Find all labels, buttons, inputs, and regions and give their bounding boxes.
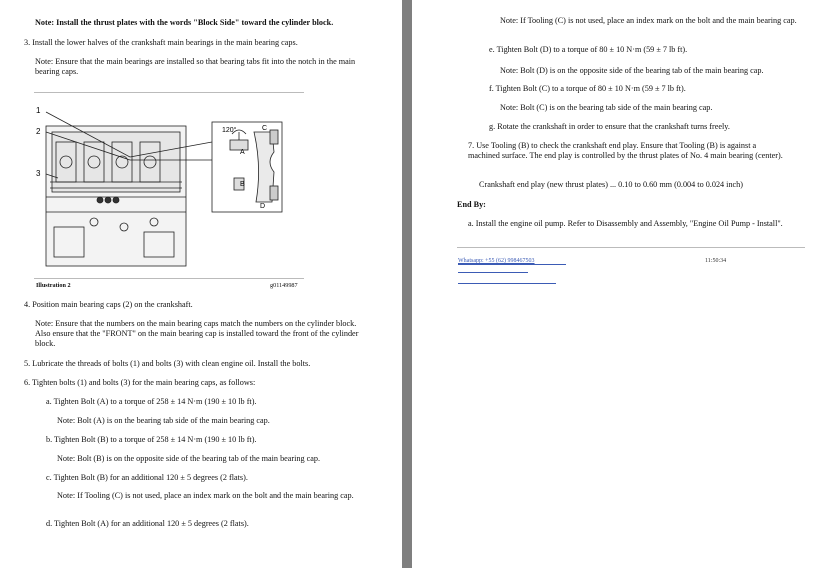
right-page xyxy=(412,0,824,568)
inset-label-b: B xyxy=(240,181,245,188)
whatsapp-link[interactable]: Whatsapp: +55 (62) 998467503 xyxy=(458,258,535,264)
sub-step-d: d. Tighten Bolt (A) for an additional 120 ± 5 degrees (2 flats). xyxy=(46,519,249,528)
divider-footer xyxy=(457,247,805,248)
end-by-heading: End By: xyxy=(457,200,486,209)
note-step-4: Note: Ensure that the numbers on the main bearing caps match the numbers on the cylinder block. Also ensure that the "FRONT" on the main bearing cap is installed toward the front of the cylinder block. xyxy=(35,319,359,348)
sub-step-b: b. Tighten Bolt (B) to a torque of 258 ± 14 N·m (190 ± 10 lb ft). xyxy=(46,435,257,444)
sub-step-c: c. Tighten Bolt (B) for an additional 120 ± 5 degrees (2 flats). xyxy=(46,473,248,482)
divider-figure xyxy=(34,278,304,279)
note-tooling-c: Note: If Tooling (C) is not used, place an index mark on the bolt and the main bearing cap. xyxy=(500,16,797,25)
left-page xyxy=(0,0,402,568)
sub-step-a: a. Tighten Bolt (A) to a torque of 258 ± 14 N·m (190 ± 10 lb ft). xyxy=(46,397,257,406)
step-6: 6. Tighten bolts (1) and bolts (3) for the main bearing caps, as follows: xyxy=(24,378,256,387)
note-sub-f: Note: Bolt (C) is on the bearing tab side of the main bearing cap. xyxy=(500,103,713,112)
note-sub-b: Note: Bolt (B) is on the opposite side of the bearing tab of the main bearing cap. xyxy=(57,454,321,463)
footer-timestamp: 11:50:34 xyxy=(705,258,727,264)
end-play-spec: Crankshaft end play (new thrust plates) ... 0.10 to 0.60 mm (0.004 to 0.024 inch) xyxy=(479,180,744,189)
page-gutter xyxy=(402,0,412,568)
callout-1: 1 xyxy=(36,106,41,115)
note-sub-c: Note: If Tooling (C) is not used, place an index mark on the bolt and the main bearing cap. xyxy=(57,491,354,500)
callout-3: 3 xyxy=(36,169,41,178)
inset-label-d: D xyxy=(260,203,266,210)
note-step-3: Note: Ensure that the main bearings are installed so that bearing tabs fit into the notch in the main bearing caps. xyxy=(35,57,356,76)
illustration-label: Illustration 2 xyxy=(36,282,71,289)
divider-top xyxy=(34,92,304,93)
sub-step-g: g. Rotate the crankshaft in order to ensure that the crankshaft turns freely. xyxy=(489,122,730,131)
inset-label-a: A xyxy=(240,149,245,156)
note-sub-e: Note: Bolt (D) is on the opposite side of the bearing tab of the main bearing cap. xyxy=(500,66,764,75)
inset-label-c: C xyxy=(262,125,268,132)
link-underline-3 xyxy=(458,283,556,284)
link-underline-2 xyxy=(458,272,528,273)
end-by-step-a: a. Install the engine oil pump. Refer to Disassembly and Assembly, "Engine Oil Pump - Install". xyxy=(468,219,783,228)
callout-2: 2 xyxy=(36,127,41,136)
step-7: 7. Use Tooling (B) to check the crankshaft end play. Ensure that Tooling (B) is against a machined surface. The end play is controlled by the thrust plates of No. 4 main bearing (center). xyxy=(468,141,783,160)
sub-step-e: e. Tighten Bolt (D) to a torque of 80 ± 10 N·m (59 ± 7 lb ft). xyxy=(489,45,688,54)
step-4: 4. Position main bearing caps (2) on the crankshaft. xyxy=(24,300,193,309)
step-3: 3. Install the lower halves of the crankshaft main bearings in the main bearing caps. xyxy=(24,38,298,47)
sub-step-f: f. Tighten Bolt (C) to a torque of 80 ± 10 N·m (59 ± 7 lb ft). xyxy=(489,84,686,93)
note-sub-a: Note: Bolt (A) is on the bearing tab side of the main bearing cap. xyxy=(57,416,270,425)
inset-angle: 120° xyxy=(222,127,237,134)
link-underline xyxy=(458,264,566,265)
illustration-bearing-caps xyxy=(34,102,304,277)
step-5: 5. Lubricate the threads of bolts (1) and bolts (3) with clean engine oil. Install the bolts. xyxy=(24,359,311,368)
note-thrust-plates: Note: Install the thrust plates with the words "Block Side" toward the cylinder block. xyxy=(35,18,334,27)
illustration-id: g01149987 xyxy=(270,282,298,289)
